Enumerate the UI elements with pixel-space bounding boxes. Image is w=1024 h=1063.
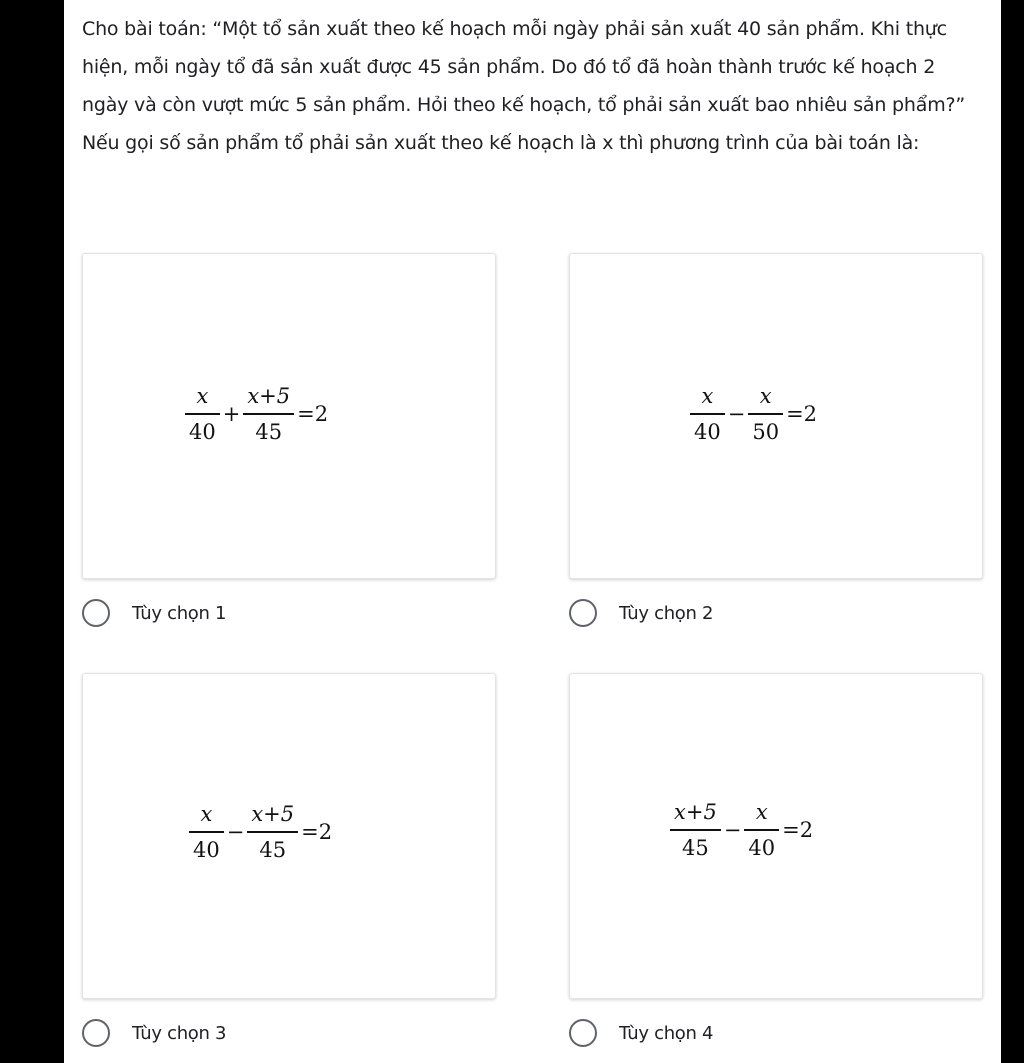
option-1-label: Tùy chọn 1: [132, 602, 227, 624]
option-4-choice[interactable]: [569, 1019, 713, 1047]
option-2-radio[interactable]: [569, 599, 597, 627]
numerator: x: [196, 384, 209, 408]
fraction: [247, 802, 298, 862]
option-3-choice[interactable]: [82, 1019, 226, 1047]
option-3-image-card: [82, 673, 496, 999]
denominator: 40: [748, 835, 776, 860]
fraction: [243, 384, 294, 444]
option-4-radio[interactable]: [569, 1019, 597, 1047]
option-4-image-card: [569, 673, 983, 999]
numerator: x: [759, 384, 772, 408]
option-2-label: Tùy chọn 2: [619, 602, 714, 624]
quiz-page: [64, 0, 1001, 1063]
option-2-formula: [688, 384, 818, 444]
denominator: 40: [193, 837, 220, 862]
denominator: 50: [752, 419, 780, 444]
numerator: x: [755, 800, 768, 824]
option-3-formula: [187, 802, 333, 862]
fraction: [189, 802, 224, 862]
fraction: [748, 384, 783, 444]
operator: +: [222, 401, 241, 426]
option-3-label: Tùy chọn 3: [132, 1022, 227, 1044]
numerator: x: [200, 802, 213, 826]
option-1-choice[interactable]: [82, 599, 226, 627]
option-3-radio[interactable]: [82, 1019, 110, 1047]
equals-rhs: =2: [786, 401, 818, 426]
numerator: x+5: [251, 802, 295, 826]
denominator: 40: [694, 419, 721, 444]
fraction: [185, 384, 220, 444]
fraction: [690, 384, 725, 444]
operator: −: [226, 819, 245, 844]
numerator: x: [701, 384, 714, 408]
fraction: [670, 800, 721, 860]
equals-rhs: =2: [782, 817, 814, 842]
option-2-choice[interactable]: [569, 599, 713, 627]
equals-rhs: =2: [297, 401, 329, 426]
denominator: 45: [259, 837, 287, 862]
option-2-image-card: [569, 253, 983, 579]
option-1-formula: [183, 384, 329, 444]
denominator: 40: [189, 419, 216, 444]
operator: −: [727, 401, 746, 426]
option-1-image-card: [82, 253, 496, 579]
question-text: Cho bài toán: “Một tổ sản xuất theo kế hoạch mỗi ngày phải sản xuất 40 sản phẩm. Khi thực hiện, mỗi ngày tổ đã sản xuất được 45 sản phẩm. Do đó tổ đã hoàn thành trước kế hoạch 2 ngày và còn vượt mức 5 sản phẩm. Hỏi theo kế hoạch, tổ phải sản xuất bao nhiêu sản phẩm?” Nếu gọi số sản phẩm tổ phải sản xuất theo kế hoạch là x thì phương trình của bài toán là:: [82, 18, 966, 154]
option-4-label: Tùy chọn 4: [619, 1022, 714, 1044]
fraction: [744, 800, 779, 860]
numerator: x+5: [674, 800, 717, 824]
equals-rhs: =2: [301, 819, 333, 844]
numerator: x+5: [247, 384, 291, 408]
denominator: 45: [255, 419, 283, 444]
denominator: 45: [682, 835, 709, 860]
option-4-formula: [668, 800, 814, 860]
operator: −: [723, 817, 742, 842]
option-1-radio[interactable]: [82, 599, 110, 627]
